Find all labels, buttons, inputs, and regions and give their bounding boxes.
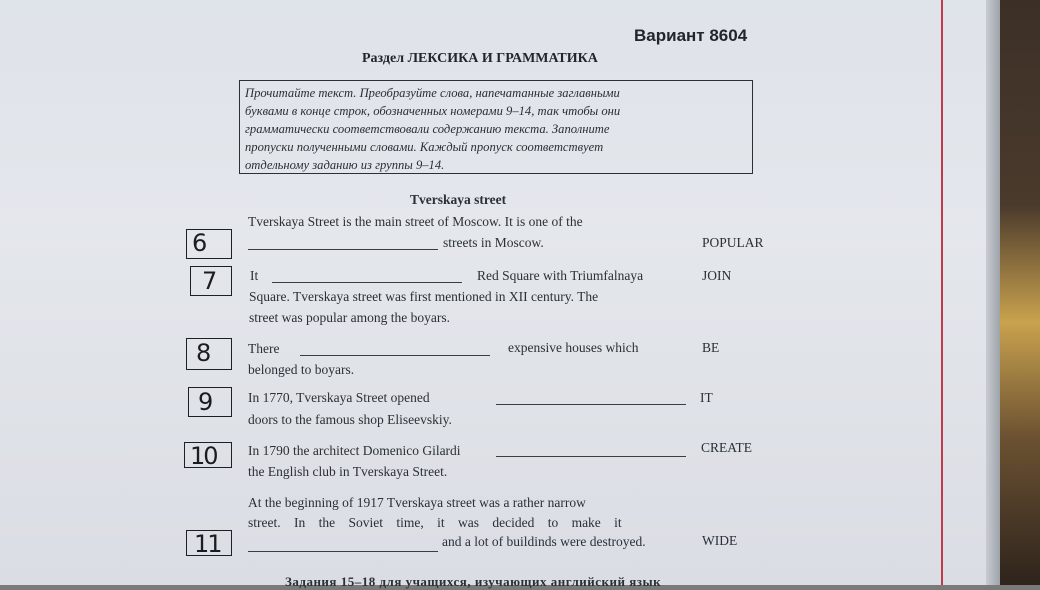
- task-text: belonged to boyars.: [248, 362, 355, 377]
- task-text: Red Square with Triumfalnaya: [477, 268, 644, 283]
- answer-blank[interactable]: [248, 249, 438, 250]
- answer-blank[interactable]: [496, 404, 686, 405]
- task-text: expensive houses which: [508, 340, 639, 355]
- task-text: Tverskaya Street is the main street of Moscow. It is one of the: [248, 214, 583, 229]
- task-text: There: [248, 341, 280, 356]
- answer-blank[interactable]: [300, 355, 490, 356]
- task-text: At the beginning of 1917 Tverskaya street was a rather narrow: [248, 495, 586, 510]
- handwritten-number: 9: [198, 388, 214, 416]
- answer-blank[interactable]: [272, 282, 462, 283]
- transform-word: WIDE: [702, 533, 738, 548]
- answer-blank[interactable]: [248, 551, 438, 552]
- task-text: streets in Moscow.: [443, 235, 544, 250]
- task-text: Square. Tverskaya street was first mentioned in XII century. The: [249, 289, 599, 304]
- instructions-line: Прочитайте текст. Преобразуйте слова, напечатанные заглавными: [245, 86, 620, 100]
- page-margin-line: [941, 0, 943, 585]
- task-text: It: [250, 268, 259, 283]
- handwritten-number: 11: [194, 530, 221, 558]
- transform-word: IT: [700, 390, 713, 405]
- desk-background: [1000, 0, 1040, 585]
- task-text: the English club in Tverskaya Street.: [248, 464, 448, 479]
- transform-word: JOIN: [702, 268, 732, 283]
- instructions-line: буквами в конце строк, обозначенных номерами 9–14, так чтобы они: [245, 104, 621, 118]
- handwritten-number: 8: [196, 339, 212, 367]
- task-text: In 1770, Tverskaya Street opened: [248, 390, 430, 405]
- instructions-line: пропуски полученными словами. Каждый пропуск соответствует: [245, 140, 604, 154]
- page-edge: [986, 0, 1000, 585]
- section-title: Раздел ЛЕКСИКА И ГРАММАТИКА: [362, 51, 598, 66]
- text-title: Tverskaya street: [410, 192, 507, 207]
- handwritten-number: 7: [202, 267, 218, 295]
- instructions-line: грамматически соответствовали содержанию текста. Заполните: [245, 122, 610, 136]
- task-text: and a lot of buildinds were destroyed.: [442, 534, 646, 549]
- task-text: In 1790 the architect Domenico Gilardi: [248, 443, 461, 458]
- handwritten-number: 10: [190, 442, 217, 470]
- instructions-line: отдельному заданию из группы 9–14.: [245, 158, 445, 172]
- next-section-footer: Задания 15–18 для учащихся, изучающих английский язык: [285, 574, 662, 589]
- task-text: street was popular among the boyars.: [249, 310, 450, 325]
- variant-number: Вариант 8604: [634, 26, 748, 45]
- task-text: doors to the famous shop Eliseevskiy.: [248, 412, 452, 427]
- transform-word: BE: [702, 340, 720, 355]
- transform-word: POPULAR: [702, 235, 764, 250]
- handwritten-number: 6: [192, 229, 208, 257]
- task-text: street. In the Soviet time, it was decided to make it: [248, 515, 622, 530]
- transform-word: CREATE: [701, 440, 753, 455]
- answer-blank[interactable]: [496, 456, 686, 457]
- instructions-box: [239, 80, 753, 174]
